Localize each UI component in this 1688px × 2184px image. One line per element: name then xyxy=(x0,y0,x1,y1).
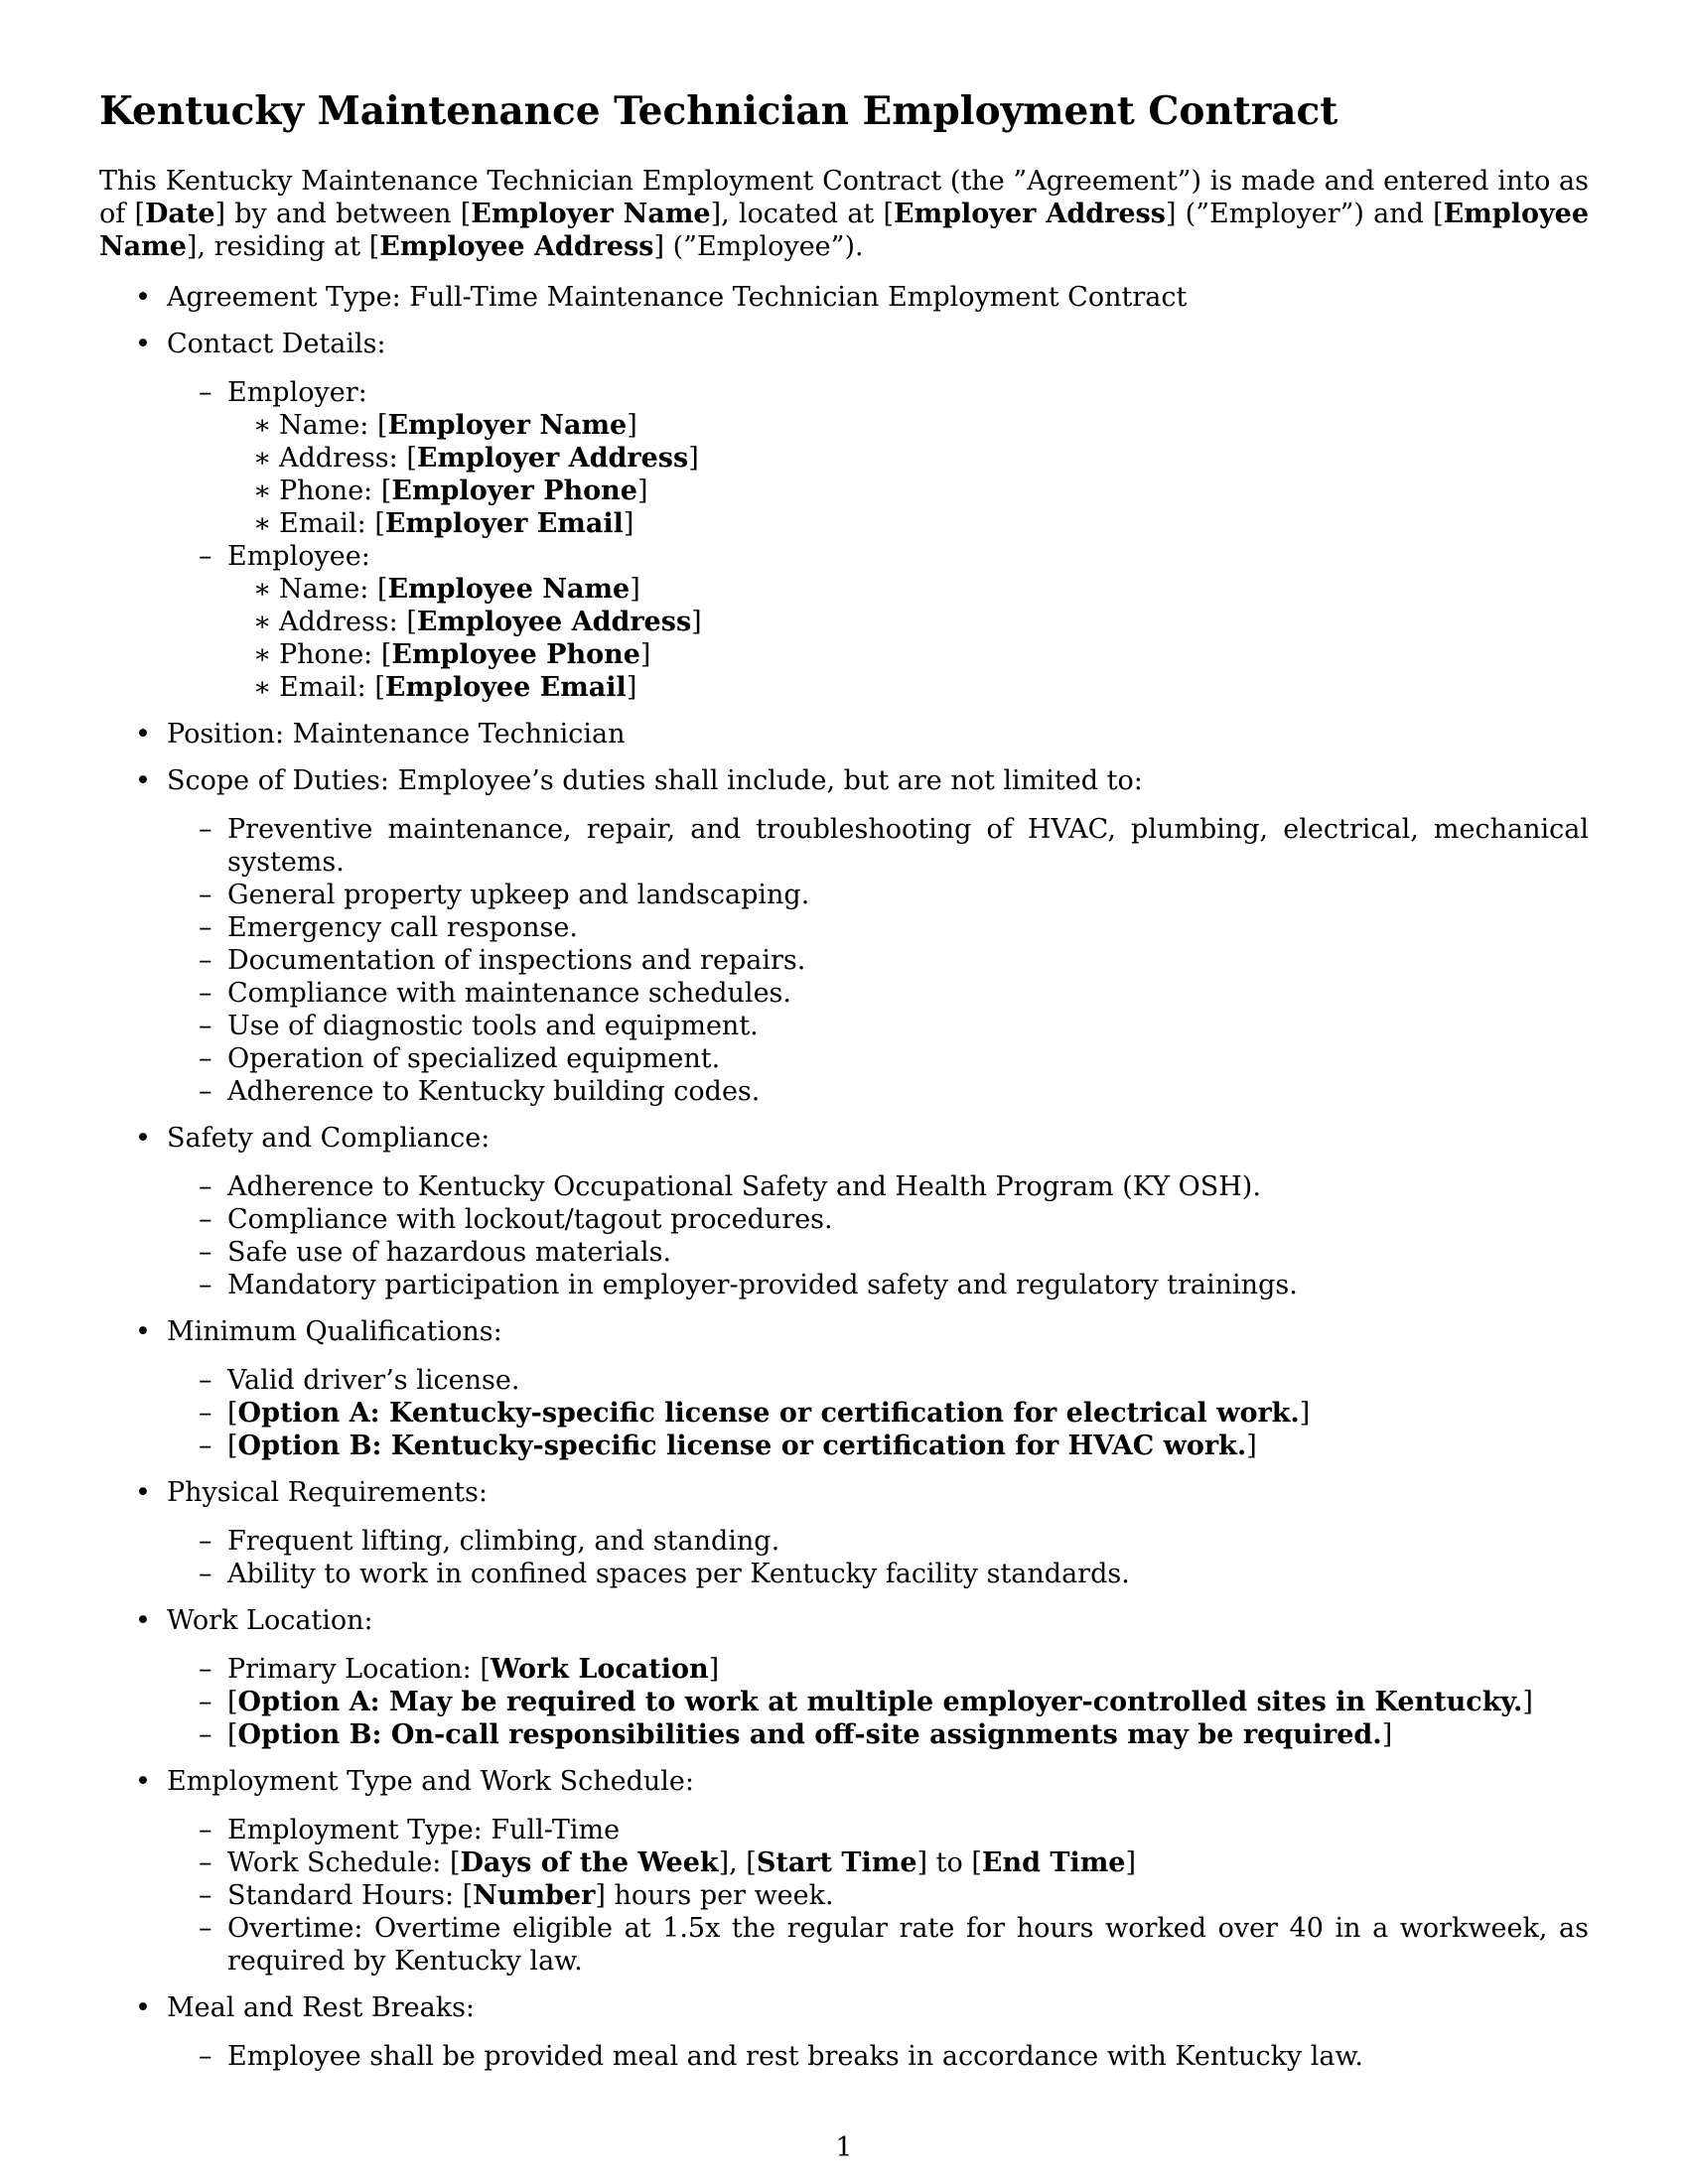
list-item: – Operation of specialized equipment. xyxy=(167,1042,1589,1075)
list-item: ∗ Name: [Employer Name] xyxy=(227,409,1589,442)
list-item: – Preventive maintenance, repair, and troubleshooting of HVAC, plumbing, electrical, mechanical systems. xyxy=(167,813,1589,879)
list-item: – Compliance with maintenance schedules. xyxy=(167,977,1589,1010)
list-item: – [Option B: Kentucky-specific license or certification for HVAC work.] xyxy=(167,1430,1589,1462)
list-item: – Frequent lifting, climbing, and standing. xyxy=(167,1525,1589,1558)
page-number: 1 xyxy=(835,2132,853,2163)
minimum-qualifications-item: • Minimum Qualifications: – Valid driver’s license. – [Option A: Kentucky-specific license or certification for electrical work.] – [Option B: Kentucky-specific license or certification for HVAC work.] xyxy=(99,1315,1589,1462)
list-item: – Adherence to Kentucky building codes. xyxy=(167,1075,1589,1108)
list-item: – Standard Hours: [Number] hours per week. xyxy=(167,1879,1589,1912)
list-item: ∗ Phone: [Employer Phone] xyxy=(227,475,1589,507)
list-item: – Mandatory participation in employer-provided safety and regulatory trainings. xyxy=(167,1269,1589,1301)
list-item: – Work Schedule: [Days of the Week], [Start Time] to [End Time] xyxy=(167,1846,1589,1879)
list-item: – Valid driver’s license. xyxy=(167,1364,1589,1397)
list-item: – Emergency call response. xyxy=(167,911,1589,944)
list-item: – Ability to work in confined spaces per Kentucky facility standards. xyxy=(167,1558,1589,1590)
agreement-type-item: • Agreement Type: Full-Time Maintenance Technician Employment Contract xyxy=(99,281,1589,314)
list-item: ∗ Email: [Employee Email] xyxy=(227,671,1589,704)
list-item: ∗ Address: [Employee Address] xyxy=(227,606,1589,638)
employer-contact: – Employer: ∗ Name: [Employer Name] ∗ Address: [Employer Address] ∗ Phone: [Employer Phone] ∗ Email: [Employer Email] xyxy=(167,376,1589,540)
list-item: – Overtime: Overtime eligible at 1.5x the regular rate for hours worked over 40 in a workweek, as required by Kentucky law. xyxy=(167,1912,1589,1978)
list-item: ∗ Email: [Employer Email] xyxy=(227,507,1589,540)
list-item: – [Option A: Kentucky-specific license or certification for electrical work.] xyxy=(167,1397,1589,1430)
employment-schedule-item: • Employment Type and Work Schedule: – Employment Type: Full-Time – Work Schedule: [Days of the Week], [Start Time] to [End Time] – Standard Hours: [Number] hours per week. – Overtime: Overtime eligible at 1.5x the regular rate for hours worked over 40 in a workweek, as required by Kentucky law. xyxy=(99,1765,1589,1978)
safety-compliance-item: • Safety and Compliance: – Adherence to Kentucky Occupational Safety and Health Program (KY OSH). – Compliance with lockout/tagout procedures. – Safe use of hazardous materials. – Mandatory participation in employer-provided safety and regulatory trainings. xyxy=(99,1122,1589,1301)
position-item: • Position: Maintenance Technician xyxy=(99,718,1589,751)
list-item: – Employee shall be provided meal and rest breaks in accordance with Kentucky law. xyxy=(167,2040,1589,2073)
contact-details-item: • Contact Details: – Employer: ∗ Name: [Employer Name] ∗ Address: [Employer Address] ∗ Phone: [Employer Phone] ∗ Email: [Employer Email] – Employee: ∗ Name: [Employee Name] ∗ Address: [Employee Address] ∗ Phone: [Employee Phone] ∗ Email: [Employee Email] xyxy=(99,328,1589,704)
physical-requirements-item: • Physical Requirements: – Frequent lifting, climbing, and standing. – Ability to work in confined spaces per Kentucky facility standards. xyxy=(99,1476,1589,1590)
work-location-item: • Work Location: – Primary Location: [Work Location] – [Option A: May be required to work at multiple employer-controlled sites in Kentucky.] – [Option B: On-call responsibilities and off-site assignments may be required.] xyxy=(99,1604,1589,1751)
list-item: – Compliance with lockout/tagout procedures. xyxy=(167,1203,1589,1236)
list-item: – Use of diagnostic tools and equipment. xyxy=(167,1010,1589,1042)
list-item: – [Option A: May be required to work at multiple employer-controlled sites in Kentucky.] xyxy=(167,1686,1589,1718)
scope-of-duties-item: • Scope of Duties: Employee’s duties shall include, but are not limited to: – Preventive maintenance, repair, and troubleshooting of HVAC, plumbing, electrical, mechanical systems. – General property upkeep and landscaping. – Emergency call response. – Documentation of inspections and repairs. – Compliance with maintenance schedules. – Use of diagnostic tools and equipment. – Operation of specialized equipment. – Adherence to Kentucky building codes. xyxy=(99,764,1589,1108)
list-item: – Primary Location: [Work Location] xyxy=(167,1653,1589,1686)
list-item: – Safe use of hazardous materials. xyxy=(167,1236,1589,1269)
list-item: – Employment Type: Full-Time xyxy=(167,1814,1589,1846)
list-item: ∗ Phone: [Employee Phone] xyxy=(227,638,1589,671)
list-item: – [Option B: On-call responsibilities and off-site assignments may be required.] xyxy=(167,1718,1589,1751)
list-item: ∗ Name: [Employee Name] xyxy=(227,573,1589,606)
contract-sections xyxy=(99,281,1589,2073)
list-item: – General property upkeep and landscaping. xyxy=(167,879,1589,911)
list-item: – Documentation of inspections and repairs. xyxy=(167,944,1589,977)
list-item: – Adherence to Kentucky Occupational Safety and Health Program (KY OSH). xyxy=(167,1170,1589,1203)
document-title: Kentucky Maintenance Technician Employment Contract xyxy=(99,88,1338,134)
intro-paragraph: This Kentucky Maintenance Technician Employment Contract (the ”Agreement”) is made and entered into as of [Date] by and between [Employer Name], located at [Employer Address] (”Employer”) and [Employee Name], residing at [Employee Address] (”Employee”). xyxy=(99,166,1590,262)
meal-rest-breaks-item: • Meal and Rest Breaks: – Employee shall be provided meal and rest breaks in accordance with Kentucky law. xyxy=(99,1991,1589,2073)
list-item: ∗ Address: [Employer Address] xyxy=(227,442,1589,475)
employee-contact: – Employee: ∗ Name: [Employee Name] ∗ Address: [Employee Address] ∗ Phone: [Employee Phone] ∗ Email: [Employee Email] xyxy=(167,540,1589,704)
